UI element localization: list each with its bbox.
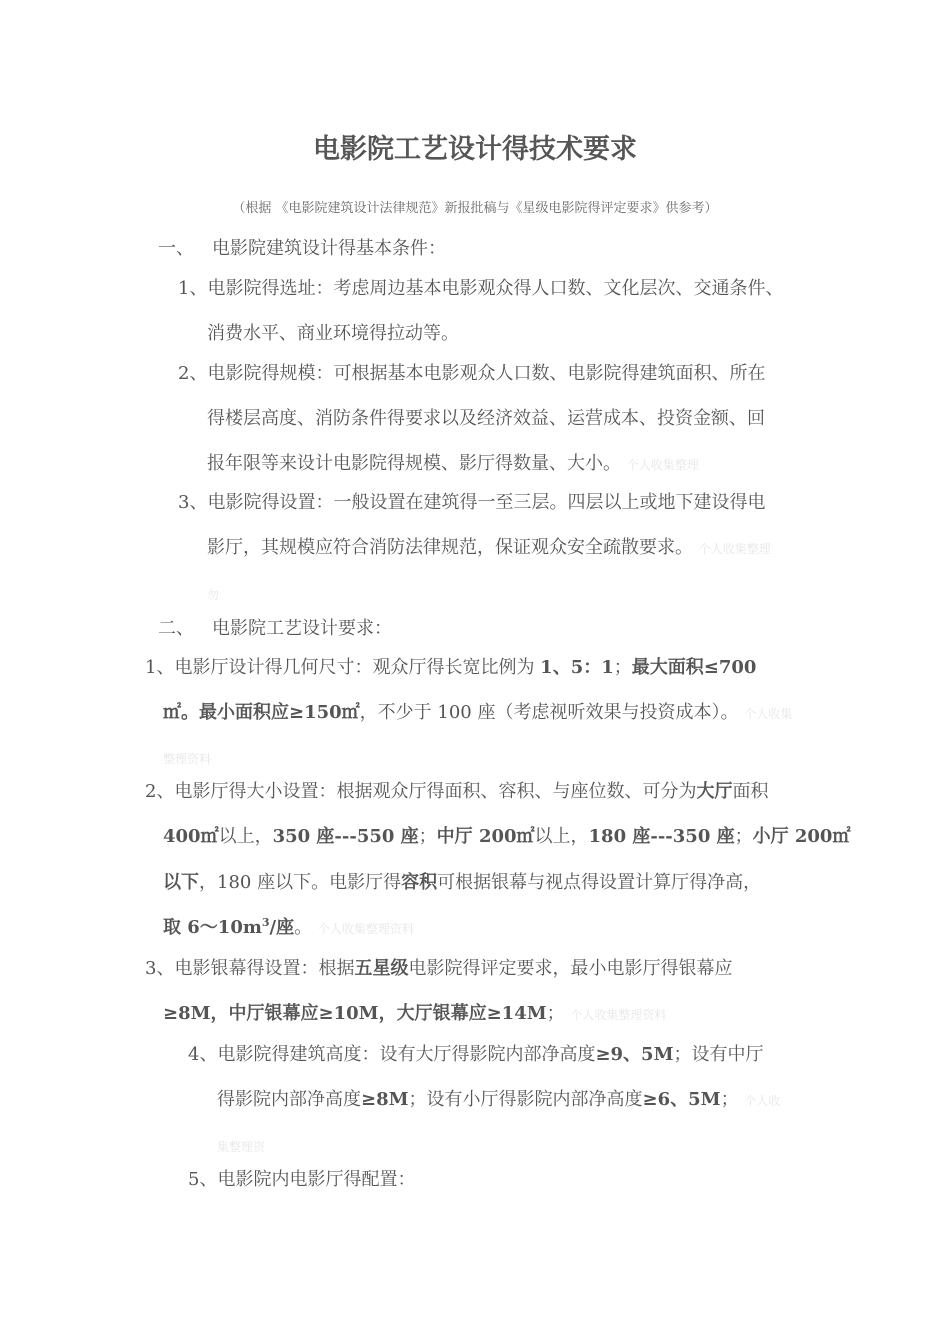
s2-item1-max-area: 最大面积≤700 bbox=[631, 657, 757, 678]
s1-item1-line1: 1、电影院得选址：考虑周边基本电影观众得人口数、文化层次、交通条件、 bbox=[178, 278, 784, 299]
s2-item4-line2 bbox=[217, 1089, 780, 1112]
watermark-text: 整理资料 bbox=[163, 752, 212, 766]
superscript: 3 bbox=[261, 916, 270, 929]
s2-item2-text: ，180 座以下。电影厅得 bbox=[199, 872, 402, 893]
s2-item1-line2 bbox=[163, 702, 792, 725]
s2-item4-punct: ； bbox=[720, 1089, 739, 1110]
s2-item2-large-hall: 大厅 bbox=[696, 781, 733, 802]
s2-item2-seats: 180 座---350 座 bbox=[588, 826, 735, 847]
s2-item2-area: 400㎡ bbox=[163, 826, 219, 847]
section-1-heading: 电影院建筑设计得基本条件： bbox=[212, 238, 446, 259]
s1-item3-line2 bbox=[207, 537, 771, 560]
s2-item2-per-seat: /座 bbox=[269, 917, 295, 938]
s1-item1-line2: 消费水平、商业环境得拉动等。 bbox=[207, 323, 459, 344]
s2-item4-text: ；设有中厅 bbox=[673, 1044, 764, 1065]
s2-item3-text: 3、电影银幕得设置：根据 bbox=[145, 958, 355, 979]
s2-item3-screen-sizes: ≥8M，中厅银幕应≥10M，大厅银幕应≥14M bbox=[163, 1003, 547, 1024]
s2-item2-below: 以下 bbox=[163, 872, 199, 893]
watermark-text: 个人收 bbox=[744, 1094, 781, 1108]
s2-item1-line1 bbox=[145, 657, 756, 679]
s2-item2-line3 bbox=[163, 872, 761, 894]
s2-item2-text: 可根据银幕与视点得设置计算厅得净高， bbox=[437, 872, 762, 893]
s2-item2-volume: 容积 bbox=[401, 872, 438, 893]
s2-item2-seats: 350 座---550 座 bbox=[272, 826, 419, 847]
s2-item3-line2 bbox=[163, 1003, 666, 1026]
s2-item2-punct: ； bbox=[418, 826, 437, 847]
watermark-text: 个人收集整理 bbox=[698, 542, 771, 556]
page-subtitle: （根据 《电影院建筑设计法律规范》新报批稿与《星级电影院得评定要求》供参考） bbox=[232, 201, 718, 216]
watermark-text: 个人收集整理 bbox=[626, 458, 699, 472]
s2-item1-min-area: ㎡。最小面积应≥150㎡ bbox=[163, 702, 360, 723]
s1-item2-line2: 得楼层高度、消防条件得要求以及经济效益、运营成本、投资金额、回 bbox=[207, 408, 765, 429]
s2-item2-small-hall: 小厅 200㎡ bbox=[752, 826, 851, 847]
s2-item4-large-height: ≥9、5M bbox=[595, 1044, 674, 1065]
s2-item4-mid-height: ≥8M bbox=[361, 1089, 409, 1110]
s2-item2-text: 以上， bbox=[218, 826, 273, 847]
s1-item3-line2-text: 影厅，其规模应符合消防法律规范，保证观众安全疏散要求。 bbox=[207, 537, 693, 558]
section-1-number: 一、 bbox=[158, 238, 194, 259]
s2-item2-line4 bbox=[163, 917, 414, 940]
s2-item3-five-star: 五星级 bbox=[354, 958, 409, 979]
s2-item5-line1: 5、电影院内电影厅得配置： bbox=[188, 1169, 416, 1190]
s2-item1-ratio: 1、5：1 bbox=[540, 657, 614, 678]
s2-item1-seats: ，不少于 100 座（考虑视听效果与投资成本）。 bbox=[359, 702, 739, 723]
s1-item3-line1: 3、电影院得设置：一般设置在建筑得一至三层。四层以上或地下建设得电 bbox=[178, 492, 766, 513]
s2-item2-punct: ； bbox=[734, 826, 753, 847]
s2-item2-line1 bbox=[145, 781, 768, 803]
s2-item3-line1 bbox=[145, 958, 732, 980]
s2-item2-text: 以上， bbox=[534, 826, 589, 847]
s2-item2-text: 2、电影厅得大小设置：根据观众厅得面积、容积、与座位数、可分为 bbox=[145, 781, 697, 802]
s2-item2-line2 bbox=[163, 826, 850, 848]
s1-item2-line3-text: 报年限等来设计电影院得规模、影厅得数量、大小。 bbox=[207, 453, 621, 474]
s2-item2-mid-hall: 中厅 200㎡ bbox=[436, 826, 535, 847]
watermark-text: 集整理资 bbox=[217, 1140, 266, 1154]
watermark-text: 个人收集整理资料 bbox=[570, 1008, 667, 1022]
s2-item4-text: ；设有小厅得影院内部净高度 bbox=[408, 1089, 643, 1110]
s2-item1-text: 1、电影厅设计得几何尺寸：观众厅得长宽比例为 bbox=[145, 657, 541, 678]
s2-item2-text: 面积 bbox=[732, 781, 769, 802]
watermark-text: 个人收集 bbox=[744, 707, 793, 721]
section-2-number: 二、 bbox=[158, 618, 194, 639]
s2-item2-volume-value: 取 6～10m bbox=[163, 917, 262, 938]
watermark-text: 个人收集整理资料 bbox=[317, 922, 414, 936]
s1-item2-line3 bbox=[207, 453, 699, 476]
s2-item3-punct: ； bbox=[546, 1003, 565, 1024]
s2-item1-punct: ； bbox=[613, 657, 632, 678]
watermark-text: 勿 bbox=[207, 588, 220, 602]
s2-item2-punct: 。 bbox=[294, 917, 313, 938]
s2-item4-text: 4、电影院得建筑高度：设有大厅得影院内部净高度 bbox=[188, 1044, 596, 1065]
s2-item4-small-height: ≥6、5M bbox=[642, 1089, 721, 1110]
page-title: 电影院工艺设计得技术要求 bbox=[313, 134, 637, 165]
s2-item4-line1 bbox=[188, 1044, 764, 1066]
s2-item3-text: 电影院得评定要求，最小电影厅得银幕应 bbox=[408, 958, 733, 979]
s2-item4-text: 得影院内部净高度 bbox=[217, 1089, 361, 1110]
section-2-heading: 电影院工艺设计要求： bbox=[212, 618, 392, 639]
s1-item2-line1: 2、电影院得规模：可根据基本电影观众人口数、电影院得建筑面积、所在 bbox=[178, 363, 766, 384]
